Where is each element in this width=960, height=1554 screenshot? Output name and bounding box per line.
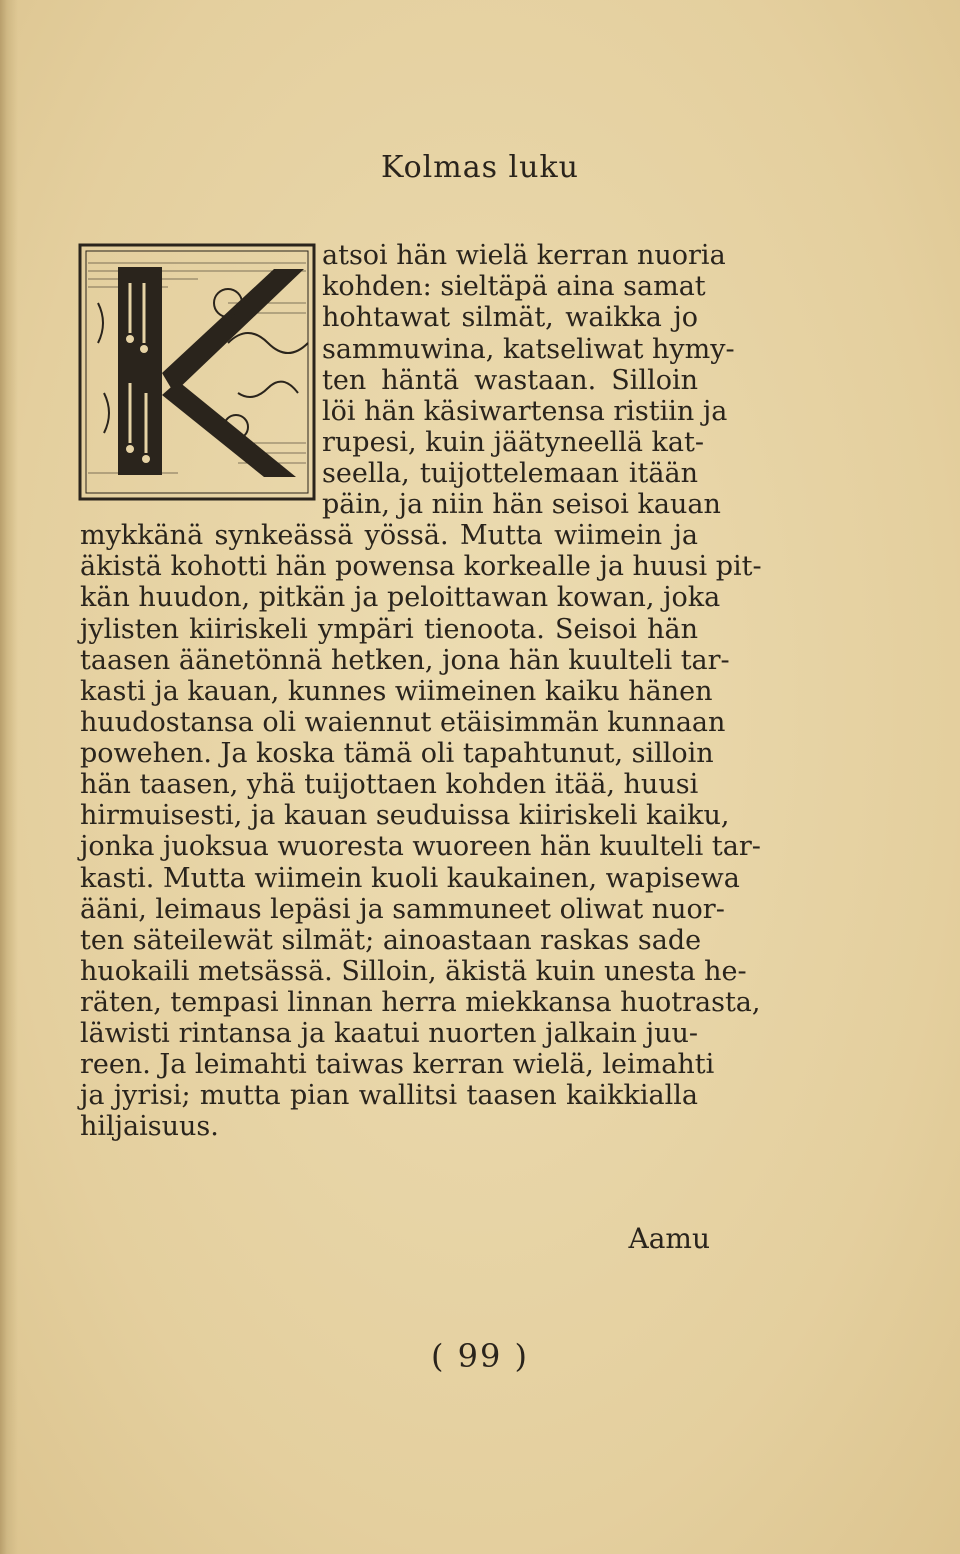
text-line: ja jyrisi; mutta pian wallitsi taasen kaikkialla [80, 1080, 698, 1111]
text-line: taasen äänetönnä hetken, jona hän kuulteli tar- [80, 645, 730, 676]
page-edge [0, 0, 18, 1554]
chapter-heading: Kolmas luku [381, 150, 579, 185]
text-line: läwisti rintansa ja kaatui nuorten jalkain juu- [80, 1018, 698, 1049]
text-line: hohtawat silmät, waikka jo [322, 302, 698, 333]
text-line: hirmuisesti, ja kauan seuduissa kiiriskeli kaiku, [80, 800, 730, 831]
text-line: rupesi, kuin jäätyneellä kat- [322, 427, 704, 458]
text-line: seella, tuijottelemaan itään [322, 458, 698, 489]
text-line: hän taasen, yhä tuijottaen kohden itää, huusi [80, 769, 699, 800]
text-line: ääni, leimaus lepäsi ja sammuneet oliwat nuor- [80, 894, 725, 925]
text-line: huokaili metsässä. Silloin, äkistä kuin unesta he- [80, 956, 747, 987]
text-line: atsoi hän wielä kerran nuoria [322, 240, 726, 271]
text-line: reen. Ja leimahti taiwas kerran wielä, leimahti [80, 1049, 715, 1080]
text-line: päin, ja niin hän seisoi kauan [322, 489, 721, 520]
ornamental-initial-icon [78, 243, 316, 501]
catchword: Aamu [628, 1222, 710, 1255]
text-line: huudostansa oli waiennut etäisimmän kunnaan [80, 707, 726, 738]
text-line: kasti. Mutta wiimein kuoli kaukainen, wapisewa [80, 863, 740, 894]
text-line: powehen. Ja koska tämä oli tapahtunut, silloin [80, 738, 714, 769]
text-line: löi hän käsiwartensa ristiin ja [322, 396, 728, 427]
text-line: kän huudon, pitkän ja peloittawan kowan, joka [80, 582, 721, 613]
text-line: jylisten kiiriskeli ympäri tienoota. Seisoi hän [80, 614, 698, 645]
text-line: äkistä kohotti hän powensa korkealle ja huusi pit- [80, 551, 762, 582]
text-line: ten säteilewät silmät; ainoastaan raskas sade [80, 925, 702, 956]
text-line: jonka juoksua wuoresta wuoreen hän kuulteli tar- [80, 831, 761, 862]
text-line: hiljaisuus. [80, 1111, 219, 1142]
text-line: räten, tempasi linnan herra miekkansa huotrasta, [80, 987, 761, 1018]
text-line: ten häntä wastaan. Silloin [322, 365, 698, 396]
text-line: kohden: sieltäpä aina samat [322, 271, 706, 302]
text-line: mykkänä synkeässä yössä. Mutta wiimein ja [80, 520, 698, 551]
page-number: ( 99 ) [430, 1337, 530, 1375]
text-line: kasti ja kauan, kunnes wiimeinen kaiku hänen [80, 676, 713, 707]
text-line: sammuwina, katseliwat hymy- [322, 334, 735, 365]
